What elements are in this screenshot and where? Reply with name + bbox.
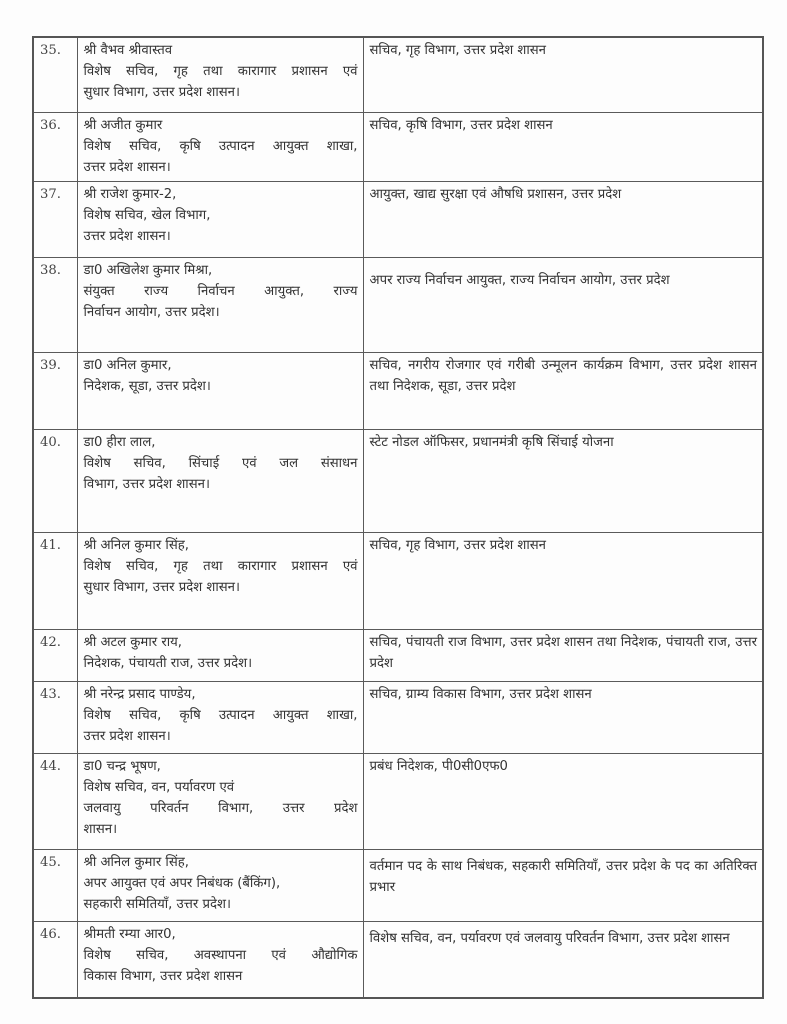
current-post-line-1: निदेशक, पंचायती राज, उत्तर प्रदेश। <box>83 655 253 671</box>
current-post-line-3: शासन। <box>83 821 118 837</box>
new-posting: सचिव, गृह विभाग, उत्तर प्रदेश शासन <box>363 532 763 629</box>
table-row-40 <box>33 429 763 532</box>
officer-current-post <box>77 629 363 681</box>
officer-name: श्रीमती रम्या आर0, <box>83 926 176 942</box>
current-post-line-1: विशेष सचिव, सिंचाई एवं जल संसाधन <box>83 455 358 471</box>
officer-current-post <box>77 37 363 112</box>
new-posting: सचिव, गृह विभाग, उत्तर प्रदेश शासन <box>363 37 763 112</box>
serial-number: 40. <box>33 429 77 532</box>
current-post-line-1: विशेष सचिव, खेल विभाग, <box>83 207 211 223</box>
officer-name: श्री अजीत कुमार <box>83 117 163 133</box>
table-row-36 <box>33 112 763 181</box>
officer-current-post <box>77 181 363 257</box>
officer-name: डा0 हीरा लाल, <box>83 434 156 450</box>
current-post-line-1: अपर आयुक्त एवं अपर निबंधक (बैंकिंग), <box>83 875 281 891</box>
serial-number: 41. <box>33 532 77 629</box>
table-row-35 <box>33 37 763 112</box>
serial-number: 37. <box>33 181 77 257</box>
officer-current-post <box>77 352 363 429</box>
officer-name: श्री अटल कुमार राय, <box>83 634 182 650</box>
current-post-line-1: विशेष सचिव, गृह तथा कारागार प्रशासन एवं <box>83 64 358 79</box>
officer-name: डा0 अखिलेश कुमार मिश्रा, <box>83 262 213 278</box>
officer-current-post <box>77 429 363 532</box>
current-post-line-1: विशेष सचिव, कृषि उत्पादन आयुक्त शाखा, <box>83 707 358 723</box>
table-row-45 <box>33 849 763 921</box>
officer-name: श्री वैभव श्रीवास्तव <box>83 43 173 58</box>
officer-current-post <box>77 112 363 181</box>
current-post-line-2: सुधार विभाग, उत्तर प्रदेश शासन। <box>83 579 240 595</box>
officer-name: डा0 अनिल कुमार, <box>83 357 172 373</box>
officer-current-post <box>77 257 363 352</box>
new-posting: विशेष सचिव, वन, पर्यावरण एवं जलवायु परिवर्तन विभाग, उत्तर प्रदेश शासन <box>363 921 763 998</box>
table-row-46 <box>33 921 763 998</box>
serial-number: 35. <box>33 37 77 112</box>
current-post-line-2: विकास विभाग, उत्तर प्रदेश शासन <box>83 968 243 984</box>
current-post-line-1: विशेष सचिव, कृषि उत्पादन आयुक्त शाखा, <box>83 138 358 154</box>
current-post-line-1: संयुक्त राज्य निर्वाचन आयुक्त, राज्य <box>83 283 358 299</box>
officer-name: डा0 चन्द्र भूषण, <box>83 758 161 774</box>
transfer-list-table <box>32 36 764 999</box>
new-posting: प्रबंध निदेशक, पी0सी0एफ0 <box>363 753 763 849</box>
new-posting: आयुक्त, खाद्य सुरक्षा एवं औषधि प्रशासन, उत्तर प्रदेश <box>363 181 763 257</box>
current-post-line-1: विशेष सचिव, अवस्थापना एवं औद्योगिक <box>83 947 358 963</box>
officer-name: श्री नरेन्द्र प्रसाद पाण्डेय, <box>83 686 196 702</box>
current-post-line-2: सहकारी समितियाँ, उत्तर प्रदेश। <box>83 896 231 912</box>
serial-number: 44. <box>33 753 77 849</box>
table-row-37 <box>33 181 763 257</box>
officer-current-post <box>77 849 363 921</box>
current-post-line-1: विशेष सचिव, गृह तथा कारागार प्रशासन एवं <box>83 558 358 574</box>
officer-current-post <box>77 921 363 998</box>
serial-number: 43. <box>33 681 77 753</box>
serial-number: 36. <box>33 112 77 181</box>
officer-name: श्री अनिल कुमार सिंह, <box>83 854 189 870</box>
current-post-line-2: निर्वाचन आयोग, उत्तर प्रदेश। <box>83 304 220 320</box>
serial-number: 45. <box>33 849 77 921</box>
officer-name: श्री अनिल कुमार सिंह, <box>83 537 189 553</box>
current-post-line-2: उत्तर प्रदेश शासन। <box>83 228 171 244</box>
table-row-41 <box>33 532 763 629</box>
new-posting: सचिव, ग्राम्य विकास विभाग, उत्तर प्रदेश शासन <box>363 681 763 753</box>
new-posting: सचिव, नगरीय रोजगार एवं गरीबी उन्मूलन कार्यक्रम विभाग, उत्तर प्रदेश शासन तथा निदेशक, सूडा, उत्तर प्रदेश <box>363 352 763 429</box>
serial-number: 46. <box>33 921 77 998</box>
table-row-44 <box>33 753 763 849</box>
serial-number: 38. <box>33 257 77 352</box>
current-post-line-2: उत्तर प्रदेश शासन। <box>83 728 171 744</box>
current-post-line-2: विभाग, उत्तर प्रदेश शासन। <box>83 476 210 492</box>
serial-number: 39. <box>33 352 77 429</box>
new-posting: स्टेट नोडल ऑफिसर, प्रधानमंत्री कृषि सिंचाई योजना <box>363 429 763 532</box>
new-posting: सचिव, पंचायती राज विभाग, उत्तर प्रदेश शासन तथा निदेशक, पंचायती राज, उत्तर प्रदेश <box>363 629 763 681</box>
table-body <box>33 37 763 998</box>
table-row-39 <box>33 352 763 429</box>
table-row-43 <box>33 681 763 753</box>
new-posting: सचिव, कृषि विभाग, उत्तर प्रदेश शासन <box>363 112 763 181</box>
officer-current-post <box>77 532 363 629</box>
officer-current-post <box>77 753 363 849</box>
officer-name: श्री राजेश कुमार-2, <box>83 186 177 202</box>
table-row-38 <box>33 257 763 352</box>
new-posting: अपर राज्य निर्वाचन आयुक्त, राज्य निर्वाचन आयोग, उत्तर प्रदेश <box>363 257 763 352</box>
serial-number: 42. <box>33 629 77 681</box>
table-row-42 <box>33 629 763 681</box>
new-posting: वर्तमान पद के साथ निबंधक, सहकारी समितियाँ, उत्तर प्रदेश के पद का अतिरिक्त प्रभार <box>363 849 763 921</box>
current-post-line-2: उत्तर प्रदेश शासन। <box>83 159 171 175</box>
officer-current-post <box>77 681 363 753</box>
current-post-line-2: जलवायु परिवर्तन विभाग, उत्तर प्रदेश <box>83 800 358 816</box>
current-post-line-1: विशेष सचिव, वन, पर्यावरण एवं <box>83 779 235 795</box>
current-post-line-1: निदेशक, सूडा, उत्तर प्रदेश। <box>83 378 211 394</box>
current-post-line-2: सुधार विभाग, उत्तर प्रदेश शासन। <box>83 85 240 100</box>
